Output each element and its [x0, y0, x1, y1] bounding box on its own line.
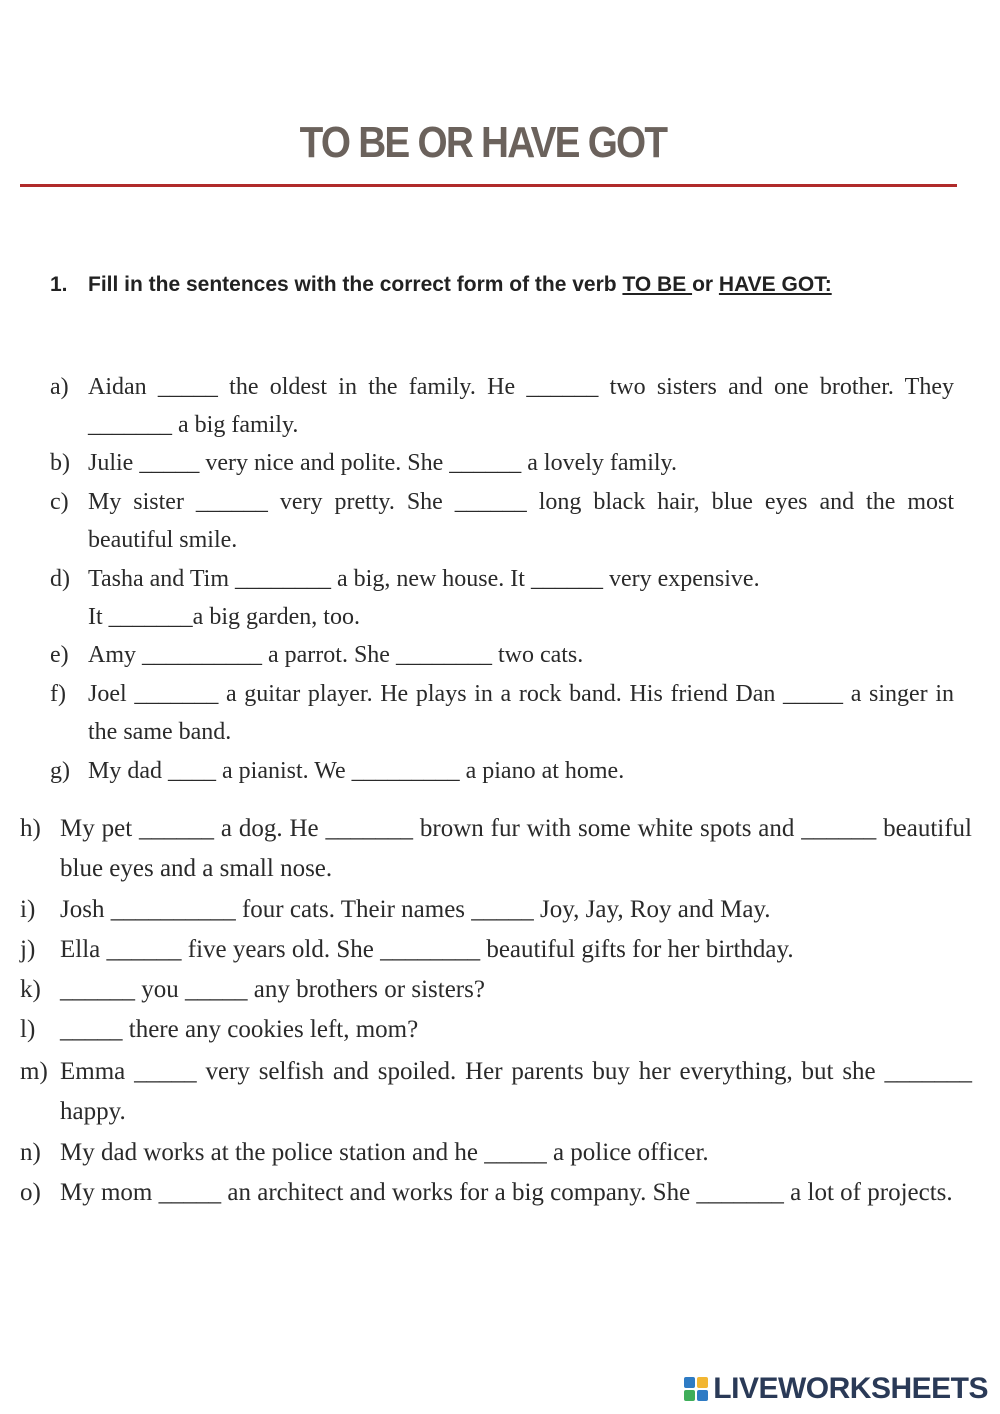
exercise-a	[50, 368, 954, 444]
exercise-label: c)	[50, 489, 69, 515]
exercise-label: e)	[50, 642, 69, 668]
exercise-label: a)	[50, 374, 69, 400]
liveworksheets-logo	[683, 1372, 988, 1406]
exercise-n	[20, 1133, 972, 1173]
instruction-number: 1.	[50, 273, 68, 296]
exercise-k	[20, 970, 972, 1010]
exercise-text: Emma _____ very selfish and spoiled. Her parents buy her everything, but she _______ happy.	[60, 1058, 972, 1125]
exercise-text: Amy __________ a parrot. She ________ two cats.	[88, 642, 584, 668]
exercise-c	[50, 483, 954, 559]
exercise-label: d)	[50, 566, 70, 592]
exercise-text: Ella ______ five years old. She ________ beautiful gifts for her birthday.	[60, 936, 794, 963]
liveworksheets-brand: LIVEWORKSHEETS	[713, 1372, 988, 1405]
exercise-label: f)	[50, 681, 66, 707]
liveworksheets-logo-icon	[683, 1376, 709, 1402]
exercise-label: j)	[20, 936, 36, 963]
exercise-text: Tasha and Tim ________ a big, new house. It ______ very expensive.	[88, 566, 760, 592]
exercise-i	[20, 890, 972, 930]
exercise-e	[50, 636, 954, 674]
exercise-text: My pet ______ a dog. He _______ brown fur with some white spots and ______ beautiful blue eyes and a small nose.	[60, 815, 972, 882]
exercise-text: It _______a big garden, too.	[88, 604, 360, 630]
exercise-text: My sister ______ very pretty. She ______ long black hair, blue eyes and the most beautiful smile.	[88, 489, 954, 553]
exercise-label: k)	[20, 976, 41, 1003]
instruction-have-got: HAVE GOT:	[718, 273, 832, 296]
exercise-label: g)	[50, 758, 70, 784]
page-title: TO BE OR HAVE GOT	[299, 118, 667, 167]
exercise-label: l)	[20, 1016, 36, 1043]
instruction-or: or	[692, 273, 719, 296]
exercise-text: My dad ____ a pianist. We _________ a piano at home.	[88, 758, 625, 784]
exercise-label: h)	[20, 815, 41, 842]
instruction	[50, 268, 954, 302]
exercise-text: Julie _____ very nice and polite. She ______ a lovely family.	[88, 450, 677, 476]
exercise-text: Aidan _____ the oldest in the family. He ______ two sisters and one brother. They _______ a big family.	[88, 374, 954, 438]
instruction-to-be: TO BE	[622, 273, 693, 296]
exercise-b	[50, 444, 954, 482]
instruction-text	[88, 268, 954, 302]
title-divider	[20, 184, 957, 187]
exercise-j	[20, 930, 972, 970]
exercise-h	[20, 809, 972, 889]
exercise-text: My dad works at the police station and he _____ a police officer.	[60, 1139, 709, 1166]
exercise-text: Josh __________ four cats. Their names _____ Joy, Jay, Roy and May.	[60, 896, 771, 923]
exercise-m	[20, 1052, 972, 1132]
exercise-f	[50, 675, 954, 751]
exercise-l	[20, 1010, 972, 1050]
instruction-text-before: Fill in the sentences with the correct form of the verb	[88, 273, 623, 296]
exercise-text: _____ there any cookies left, mom?	[60, 1016, 419, 1043]
exercise-text: ______ you _____ any brothers or sisters?	[60, 976, 485, 1003]
exercise-d-continued	[50, 598, 954, 636]
exercise-o	[20, 1173, 972, 1213]
exercise-label: o)	[20, 1179, 41, 1206]
exercise-label: m)	[20, 1058, 48, 1085]
exercise-label: n)	[20, 1139, 41, 1166]
exercise-text: My mom _____ an architect and works for a big company. She _______ a lot of projects.	[60, 1179, 953, 1206]
exercise-text: Joel _______ a guitar player. He plays in a rock band. His friend Dan _____ a singer in the same band.	[88, 681, 954, 745]
exercise-g	[50, 752, 954, 790]
exercise-label: b)	[50, 450, 70, 476]
exercise-d	[50, 560, 954, 598]
exercise-label: i)	[20, 896, 36, 923]
